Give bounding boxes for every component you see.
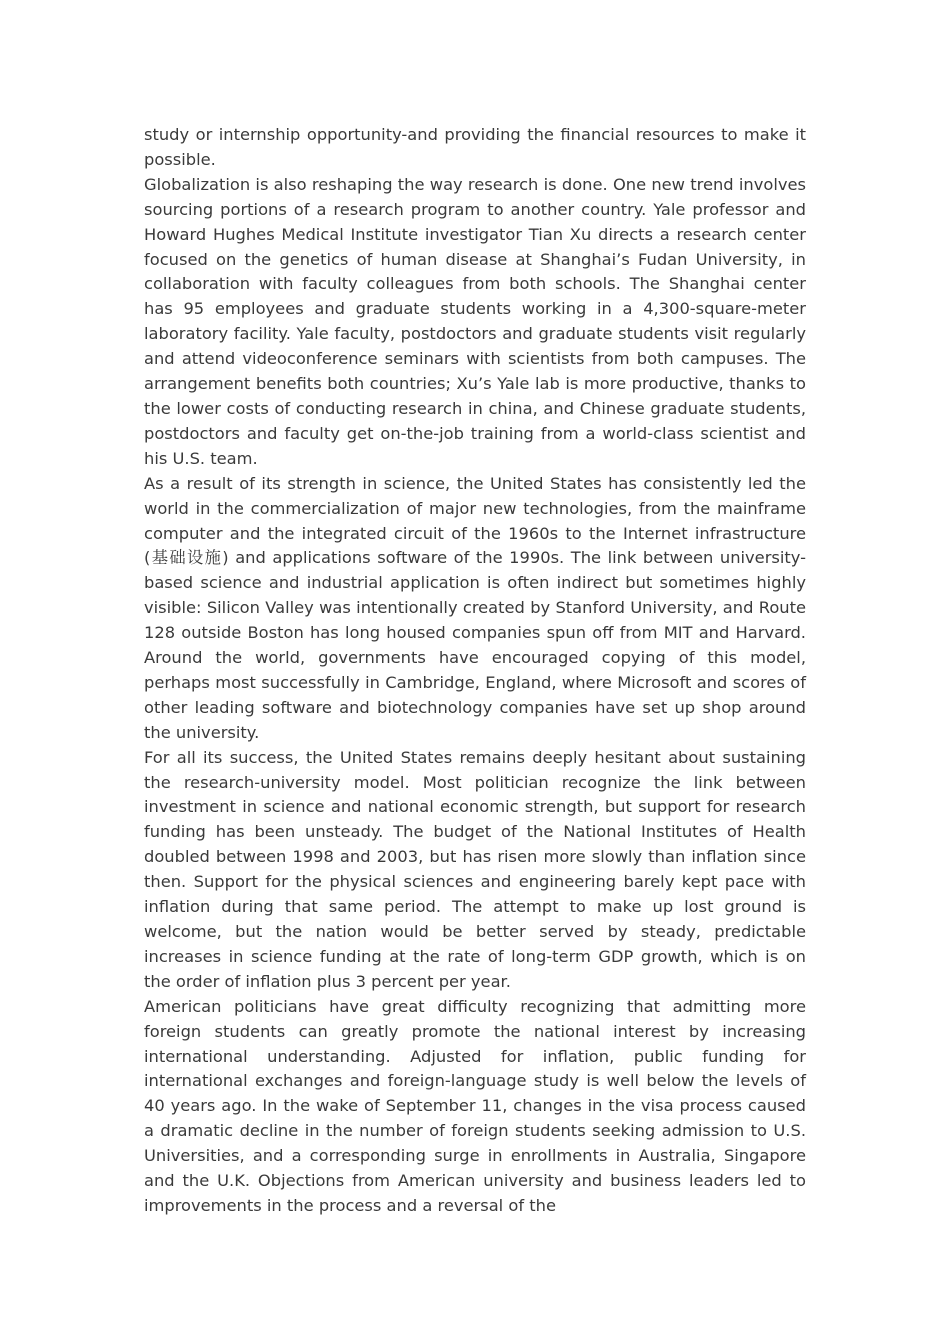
paragraph-1: study or internship opportunity-and providing the financial resources to make it possible.: [144, 125, 806, 169]
paragraph-5: American politicians have great difficulty recognizing that admitting more foreign students can greatly promote the national interest by increasing international understanding. Adjusted for inflation, public funding for international exchanges and foreign-language study is well below the levels of 40 years ago. In the wake of September 11, changes in the visa process caused a dramatic decline in the number of foreign students seeking admission to U.S. Universities, and a corresponding surge in enrollments in Australia, Singapore and the U.K. Objections from American university and business leaders led to improvements in the process and a reversal of the: [144, 996, 806, 1215]
paragraph-4: For all its success, the United States remains deeply hesitant about sustaining the research-university model. Most politician recognize the link between investment in science and national economic strength, but support for research funding has been unsteady. The budget of the National Institutes of Health doubled between 1998 and 2003, but has risen more slowly than inflation since then. Support for the physical sciences and engineering barely kept pace with inflation during that same period. The attempt to make up lost ground is welcome, but the nation would be better served by steady, predictable increases in science funding at the rate of long-term GDP growth, which is on the order of inflation plus 3 percent per year.: [144, 747, 806, 991]
paragraph-2: Globalization is also reshaping the way research is done. One new trend involves sourcing portions of a research program to another country. Yale professor and Howard Hughes Medical Institute investigator Tian Xu directs a research center focused on the genetics of human disease at Shanghai’s Fudan University, in collaboration with faculty colleagues from both schools. The Shanghai center has 95 employees and graduate students working in a 4,300-square-meter laboratory facility. Yale faculty, postdoctors and graduate students visit regularly and attend videoconference seminars with scientists from both campuses. The arrangement benefits both countries; Xu’s Yale lab is more productive, thanks to the lower costs of conducting research in china, and Chinese graduate students, postdoctors and faculty get on-the-job training from a world-class scientist and his U.S. team.: [144, 174, 806, 468]
document-page: [144, 123, 806, 1219]
paragraph-3: As a result of its strength in science, the United States has consistently led the world in the commercialization of major new technologies, from the mainframe computer and the integrated circuit of the 1960s to the Internet infrastructure (基础设施) and applications software of the 1990s. The link between university-based science and industrial application is often indirect but sometimes highly visible: Silicon Valley was intentionally created by Stanford University, and Route 128 outside Boston has long housed companies spun off from MIT and Harvard. Around the world, governments have encouraged copying of this model, perhaps most successfully in Cambridge, England, where Microsoft and scores of other leading software and biotechnology companies have set up shop around the university.: [144, 473, 806, 742]
